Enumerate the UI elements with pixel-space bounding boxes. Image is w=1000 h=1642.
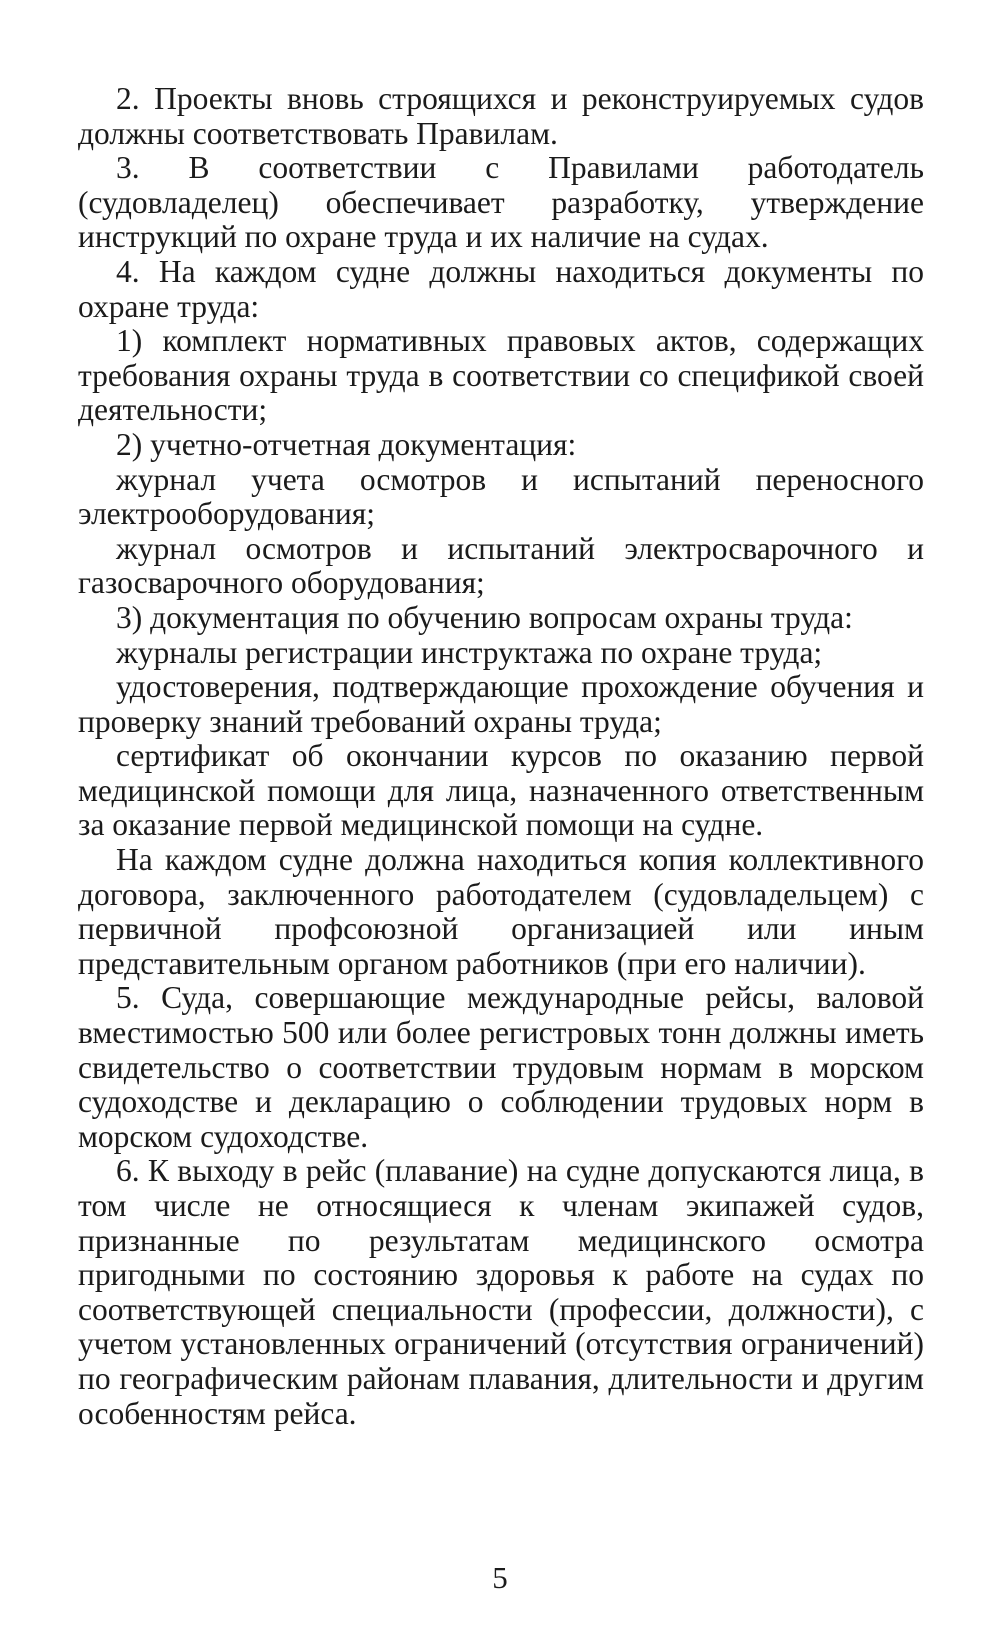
paragraph-6: 6. К выходу в рейс (плавание) на судне допускаются лица, в том числе не относящиеся к членам экипажей судов, признанные по результатам медицинского осмотра пригодными по состоянию здоровья к работе на судах по соответствующей специальности (профессии, должности), с учетом установленных ограничений (отсутствия ограничений) по географическим районам плавания, длительности и другим особенностям рейса. xyxy=(78,1153,924,1431)
sub-item-welding-log: журнал осмотров и испытаний электросварочного и газосварочного оборудования; xyxy=(78,530,924,601)
sub-item-certificates: удостоверения, подтверждающие прохождение обучения и проверку знаний требований охраны труда; xyxy=(78,669,924,739)
page-body xyxy=(78,82,924,1431)
sub-item-electrical-log: журнал учета осмотров и испытаний переносного электрооборудования; xyxy=(78,461,924,532)
paragraph-5: 5. Суда, совершающие международные рейсы, валовой вместимостью 500 или более регистровых тонн должны иметь свидетельство о соответствии трудовым нормам в морском судоходстве и декларацию о соблюдении трудовых норм в морском судоходстве. xyxy=(78,980,924,1154)
paragraph-4: 4. На каждом судне должны находиться документы по охране труда: xyxy=(78,253,924,324)
paragraph-2: 2. Проекты вновь строящихся и реконструируемых судов должны соответствовать Правилам. xyxy=(78,81,924,151)
sub-item-first-aid: сертификат об окончании курсов по оказанию первой медицинской помощи для лица, назначенного ответственным за оказание первой медицинской помощи на судне. xyxy=(78,738,924,843)
list-item-1: 1) комплект нормативных правовых актов, содержащих требования охраны труда в соответствии со спецификой своей деятельности; xyxy=(78,323,924,428)
list-item-3: 3) документация по обучению вопросам охраны труда: xyxy=(116,599,853,635)
paragraph-3: 3. В соответствии с Правилами работодатель (судовладелец) обеспечивает разработку, утверждение инструкций по охране труда и их наличие на судах. xyxy=(78,150,924,255)
sub-item-briefing-log: журналы регистрации инструктажа по охране труда; xyxy=(116,634,823,670)
paragraph-collective-agreement: На каждом судне должна находиться копия коллективного договора, заключенного работодателем (судовладельцем) с первичной профсоюзной организацией или иным представительным органом работников (при его наличии). xyxy=(78,842,924,981)
list-item-2: 2) учетно-отчетная документация: xyxy=(116,426,577,462)
page-number: 5 xyxy=(492,1560,508,1595)
